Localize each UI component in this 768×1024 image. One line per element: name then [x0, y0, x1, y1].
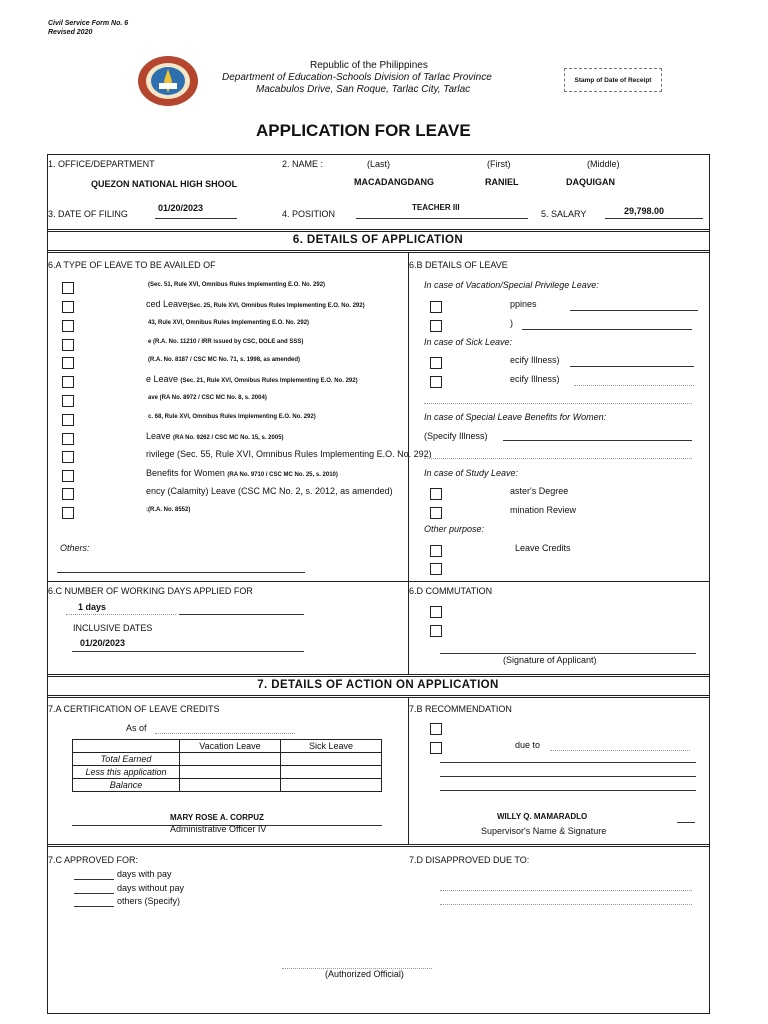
section6d-title: 6.D COMMUTATION [409, 586, 493, 596]
others-label: Others: [60, 543, 90, 553]
first-name-label: (First) [487, 159, 511, 169]
inclusive-dates-label: INCLUSIVE DATES [73, 623, 153, 633]
position-label: 4. POSITION [282, 209, 336, 219]
last-name-label: (Last) [367, 159, 391, 169]
stamp-date-of-receipt: Stamp of Date of Receipt [564, 68, 662, 92]
section6b-title: 6.B DETAILS OF LEAVE [409, 260, 508, 270]
name-label: 2. NAME : [282, 159, 324, 169]
leave-type-6: e Leave (Sec. 21, Rule XVI, Omnibus Rules Implementing E.O. No. 292) [146, 374, 358, 384]
leave-type-checkbox-5[interactable] [62, 357, 74, 369]
last-name-value[interactable]: MACADANGDANG [354, 177, 434, 187]
section7-title: 7. DETAILS OF ACTION ON APPLICATION [257, 679, 499, 691]
supervisor-caption: Supervisor's Name & Signature [481, 826, 607, 836]
approved-days-without-pay: days without pay [117, 883, 185, 893]
row-total-earned: Total Earned [73, 753, 180, 766]
study-item-2: mination Review [510, 505, 577, 515]
leave-type-checkbox-4[interactable] [62, 339, 74, 351]
women-item: (Specify Illness) [424, 431, 488, 441]
approved-others: others (Specify) [117, 896, 181, 906]
recommendation-checkbox-1[interactable] [430, 723, 442, 735]
date-filing-value[interactable]: 01/20/2023 [158, 203, 204, 213]
leave-type-10: rivilege (Sec. 55, Rule XVI, Omnibus Rules Implementing E.O. No. 292) [146, 449, 432, 459]
leave-type-1: (Sec. 51, Rule XVI, Omnibus Rules Implementing E.O. No. 292) [148, 282, 326, 288]
cell-vacation-total[interactable] [180, 753, 281, 766]
vacation-item-2: ) [510, 318, 513, 328]
cell-sick-less[interactable] [281, 766, 382, 779]
inclusive-dates-value[interactable]: 01/20/2023 [80, 638, 126, 648]
signature-applicant-caption: (Signature of Applicant) [503, 655, 597, 665]
row-balance: Balance [73, 779, 180, 792]
leave-type-checkbox-9[interactable] [62, 433, 74, 445]
form-number: Civil Service Form No. 6 [48, 20, 129, 27]
leave-type-checkbox-11[interactable] [62, 470, 74, 482]
study-checkbox-2[interactable] [430, 507, 442, 519]
commutation-checkbox-1[interactable] [430, 606, 442, 618]
section6c-title: 6.C NUMBER OF WORKING DAYS APPLIED FOR [48, 586, 253, 596]
leave-type-checkbox-6[interactable] [62, 376, 74, 388]
first-name-value[interactable]: RANIEL [485, 177, 519, 187]
cell-sick-balance[interactable] [281, 779, 382, 792]
vacation-checkbox-2[interactable] [430, 320, 442, 332]
leave-type-12: ency (Calamity) Leave (CSC MC No. 2, s. 2012, as amended) [146, 486, 393, 496]
approved-days-with-pay: days with pay [117, 869, 172, 879]
other-checkbox-2[interactable] [430, 563, 442, 575]
leave-type-checkbox-2[interactable] [62, 301, 74, 313]
leave-type-9: Leave (RA No. 9262 / CSC MC No. 15, s. 2005) [146, 431, 284, 441]
commutation-checkbox-2[interactable] [430, 625, 442, 637]
officer-title: Administrative Officer IV [170, 824, 267, 834]
section7d-title: 7.D DISAPPROVED DUE TO: [409, 855, 530, 865]
salary-value[interactable]: 29,798.00 [624, 206, 665, 216]
vacation-checkbox-1[interactable] [430, 301, 442, 313]
header-address: Macabulos Drive, San Roque, Tarlac City, Tarlac [256, 84, 471, 95]
cell-sick-total[interactable] [281, 753, 382, 766]
other-checkbox-1[interactable] [430, 545, 442, 557]
sick-heading: In case of Sick Leave: [424, 337, 513, 347]
leave-type-8: c. 68, Rule XVI, Omnibus Rules Implementing E.O. No. 292) [148, 414, 316, 420]
other-item-1: Leave Credits [515, 543, 571, 553]
table-header-vacation: Vacation Leave [180, 740, 281, 753]
leave-type-7: ave (RA No. 8972 / CSC MC No. 8, s. 2004) [148, 395, 267, 401]
vacation-heading: In case of Vacation/Special Privilege Leave: [424, 280, 599, 290]
sick-checkbox-2[interactable] [430, 376, 442, 388]
leave-type-11: Benefits for Women (RA No. 9710 / CSC MC No. 25, s. 2010) [146, 468, 338, 478]
supervisor-name: WILLY Q. MAMARADLO [497, 812, 588, 821]
date-filing-label: 3. DATE OF FILING [48, 209, 128, 219]
other-purpose-heading: Other purpose: [424, 524, 485, 534]
form-revised: Revised 2020 [48, 29, 93, 36]
leave-type-5: (R.A. No. 8187 / CSC MC No. 71, s. 1998, as amended) [148, 357, 301, 363]
sick-item-2: ecify Illness) [510, 374, 560, 384]
sick-item-1: ecify Illness) [510, 355, 560, 365]
authorized-official-caption: (Authorized Official) [325, 969, 404, 979]
table-header-blank [73, 740, 180, 753]
study-item-1: aster's Degree [510, 486, 569, 496]
office-label: 1. OFFICE/DEPARTMENT [48, 159, 155, 169]
row-less-application: Less this application [73, 766, 180, 779]
officer-name: MARY ROSE A. CORPUZ [170, 813, 264, 822]
salary-label: 5. SALARY [541, 209, 587, 219]
office-value[interactable]: QUEZON NATIONAL HIGH SHOOL [91, 179, 238, 189]
leave-type-4: e (R.A. No. 11210 / IRR issued by CSC, DOLE and SSS) [148, 339, 304, 345]
leave-type-checkbox-7[interactable] [62, 395, 74, 407]
leave-type-checkbox-10[interactable] [62, 451, 74, 463]
deped-seal-icon [137, 55, 199, 107]
leave-type-checkbox-12[interactable] [62, 488, 74, 500]
leave-type-checkbox-1[interactable] [62, 282, 74, 294]
due-to-label: due to [515, 740, 541, 750]
sick-checkbox-1[interactable] [430, 357, 442, 369]
leave-credits-table [72, 739, 382, 792]
table-row [73, 753, 382, 766]
study-checkbox-1[interactable] [430, 488, 442, 500]
cell-vacation-less[interactable] [180, 766, 281, 779]
leave-type-3: 43, Rule XVI, Omnibus Rules Implementing E.O. No. 292) [148, 320, 310, 326]
middle-name-value[interactable]: DAQUIGAN [566, 177, 615, 187]
header-department: Department of Education-Schools Division of Tarlac Province [222, 72, 492, 83]
table-row [73, 766, 382, 779]
leave-type-2: ced Leave(Sec. 25, Rule XVI, Omnibus Rules Implementing E.O. No. 292) [146, 299, 365, 309]
women-heading: In case of Special Leave Benefits for Women: [424, 412, 607, 422]
section6-title: 6. DETAILS OF APPLICATION [292, 234, 464, 246]
recommendation-checkbox-2[interactable] [430, 742, 442, 754]
page-title: APPLICATION FOR LEAVE [256, 121, 471, 140]
section6a-title: 6.A TYPE OF LEAVE TO BE AVAILED OF [48, 260, 216, 270]
leave-type-checkbox-13[interactable] [62, 507, 74, 519]
section7c-title: 7.C APPROVED FOR: [48, 855, 139, 865]
table-header-sick: Sick Leave [281, 740, 382, 753]
study-heading: In case of Study Leave: [424, 468, 519, 478]
leave-type-checkbox-3[interactable] [62, 320, 74, 332]
cell-vacation-balance[interactable] [180, 779, 281, 792]
table-row [73, 779, 382, 792]
section7a-title: 7.A CERTIFICATION OF LEAVE CREDITS [48, 704, 220, 714]
leave-type-13: :(R.A. No. 8552) [146, 507, 191, 513]
days-value[interactable]: 1 days [78, 602, 107, 612]
leave-type-checkbox-8[interactable] [62, 414, 74, 426]
vacation-item-1: ppines [510, 299, 537, 309]
header-republic: Republic of the Philippines [310, 60, 428, 71]
section7b-title: 7.B RECOMMENDATION [409, 704, 512, 714]
position-value[interactable]: TEACHER III [412, 203, 460, 212]
as-of-label: As of [126, 723, 147, 733]
middle-name-label: (Middle) [587, 159, 620, 169]
